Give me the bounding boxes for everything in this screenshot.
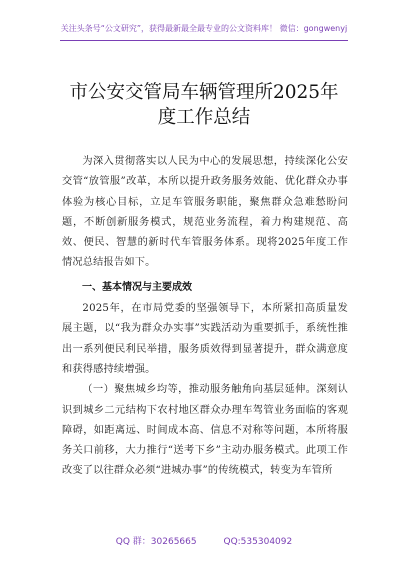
document-body [62,152,348,482]
section-paragraph: 2025年，在市局党委的坚强领导下，本所紧扣高质量发展主题，以“我为群众办实事”实践活动为重要抓手，系统性推出一系列便民利民举措，服务质效得到显著提升，群众满意度和获得感持续增强。 [62,303,348,375]
header-divider [60,40,348,41]
footer-qq: QQ:535304092 [223,537,293,547]
document-title: 市公安交管局车辆管理所2025年度工作总结 [69,82,339,128]
section-heading: 一、基本情况与主要成效 [82,281,192,293]
footer-contact [0,534,408,547]
intro-paragraph: 为深入贯彻落实以人民为中心的发展思想，持续深化公安交管“放管服”改革，本所以提升政务服务效能、优化群众办事体验为核心目标，立足车管服务职能，聚焦群众急难愁盼问题，不断创新服务模式，规范业务流程，着力构建规范、高效、便民、智慧的新时代车管服务体系。现将2025年度工作情况总结报告如下。 [62,156,348,269]
section-paragraph: （一）聚焦城乡均等，推动服务触角向基层延伸。深刻认识到城乡二元结构下农村地区群众办理车驾管业务面临的客观障碍，如距离远、时间成本高、信息不对称等问题，本所将服务关口前移，大力推行“送考下乡”主动办服务模式。此项工作改变了以往群众必须“进城办事”的传统模式，转变为车管所 [62,384,348,477]
footer-qq-group: QQ 群：30265665 [115,537,197,547]
header-banner: 关注头条号“公文研究”，获得最新最全最专业的公文资料库！ 微信：gongwenyj [60,24,348,33]
